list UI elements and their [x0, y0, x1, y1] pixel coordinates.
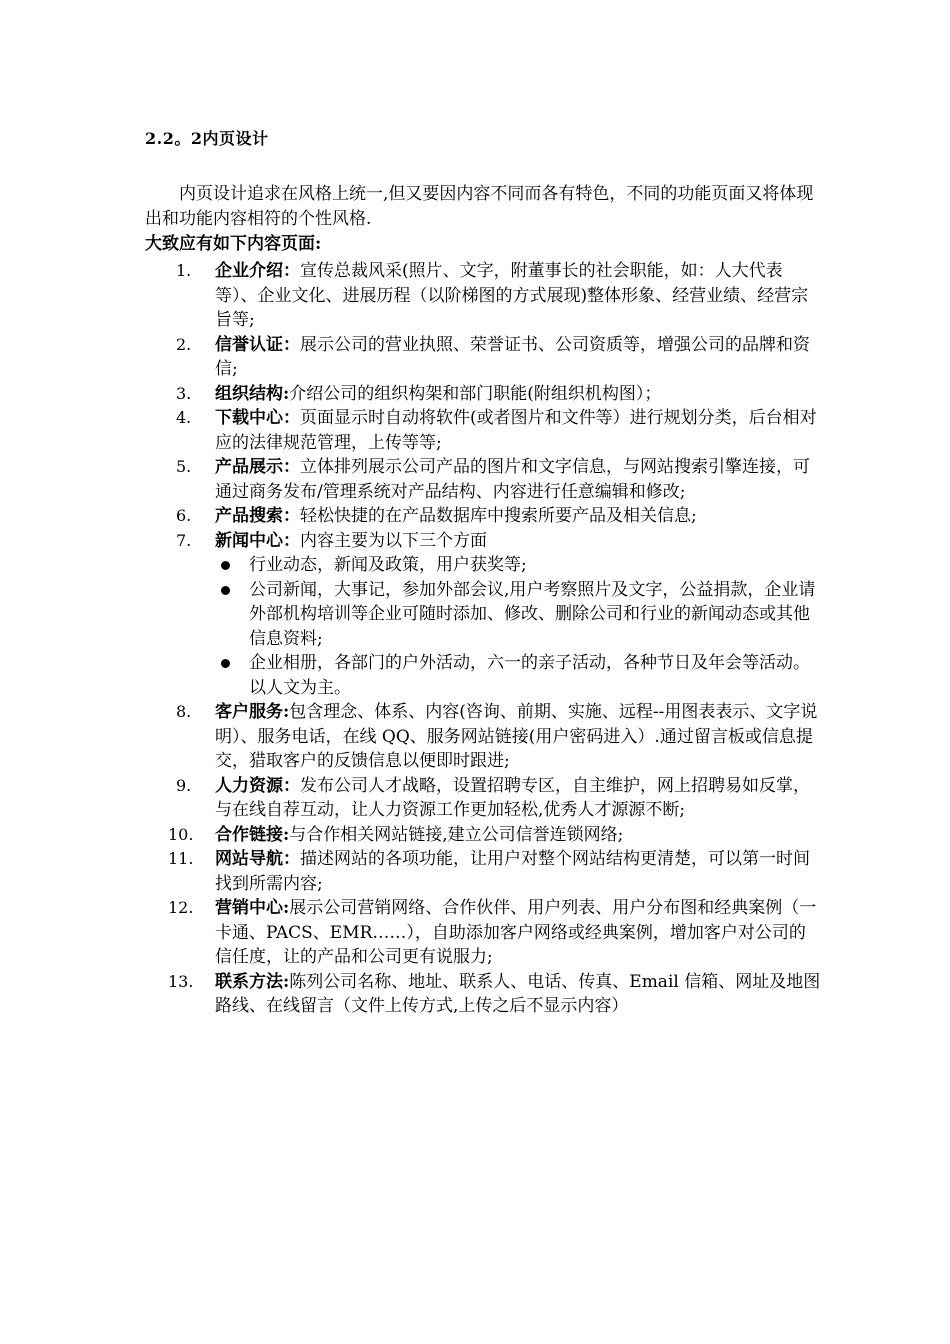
list-item-title: 产品搜索	[215, 506, 283, 526]
list-item-separator: ：	[283, 506, 300, 526]
list-item-number: 12.	[168, 898, 194, 917]
content-pages-subheading: 大致应有如下内容页面:	[145, 234, 322, 254]
list-item-title: 人力资源	[215, 775, 283, 796]
list-item-separator: ：	[283, 849, 300, 869]
list-item-separator: :	[283, 824, 290, 845]
bullet-dot-icon	[221, 561, 230, 570]
list-item-title: 营销中心	[215, 898, 283, 918]
list-item-number: 3.	[176, 383, 192, 403]
list-item-text: 页面显示时自动将软件(或者图片和文件等）进行规划分类，后台相对应的法律规范管理，上传等等;	[215, 408, 817, 453]
list-item-number: 2.	[176, 334, 192, 354]
news-sub-list	[215, 553, 821, 700]
list-item-title: 产品展示	[215, 457, 283, 477]
list-item	[0, 382, 821, 407]
list-item-text: 内容主要为以下三个方面	[300, 530, 487, 551]
list-item-number: 11.	[168, 849, 194, 868]
list-item-separator: ：	[283, 530, 300, 551]
list-item-text: 介绍公司的组织构架和部门职能(附组织机构图）；	[289, 383, 662, 404]
list-item-separator: :	[283, 702, 290, 722]
list-item-number: 6.	[176, 506, 192, 525]
list-item	[0, 504, 821, 529]
list-item-separator: ：	[283, 775, 300, 796]
content-page-list	[0, 259, 950, 1019]
list-item-title: 新闻中心	[215, 530, 283, 551]
list-item-title: 客户服务	[215, 702, 283, 722]
list-item	[0, 970, 821, 1019]
list-item-text: 轻松快捷的在产品数据库中搜索所要产品及相关信息;	[300, 506, 697, 526]
list-item-text: 展示公司营销网络、合作伙伴、用户列表、用户分布图和经典案例（一卡通、PACS、EMR……），自助添加客户网络或经典案例，增加客户对公司的信任度，让的产品和公司更有说服力;	[215, 898, 817, 967]
list-item	[0, 406, 821, 455]
bullet-text: 行业动态，新闻及政策，用户获奖等;	[249, 555, 527, 575]
bullet-item	[215, 578, 816, 652]
list-item-text: 描述网站的各项功能，让用户对整个网站结构更清楚，可以第一时间找到所需内容;	[215, 849, 810, 894]
list-item	[0, 847, 821, 896]
list-item	[0, 823, 821, 848]
list-item-text: 发布公司人才战略，设置招聘专区，自主维护，网上招聘易如反掌，与在线自荐互动，让人力资源工作更加轻松,优秀人才源源不断;	[215, 775, 810, 820]
list-item-title: 企业介绍	[215, 261, 283, 281]
bullet-text: 公司新闻，大事记，参加外部会议,用户考察照片及文字，公益捐款，企业请外部机构培训等企业可随时添加、修改、删除公司和行业的新闻动态或其他信息资料;	[249, 579, 816, 649]
bullet-item	[215, 553, 816, 578]
list-item-title: 联系方法	[215, 971, 283, 992]
list-item-separator: ：	[283, 261, 300, 281]
list-item	[0, 529, 821, 701]
list-item-number: 7.	[176, 530, 192, 550]
intro-paragraph: 内页设计追求在风格上统一,但又要因内容不同而各有特色，不同的功能页面又将体现出和功能内容相符的个性风格.	[145, 184, 814, 229]
list-item-title: 信誉认证	[215, 334, 283, 355]
bullet-text: 企业相册，各部门的户外活动，六一的亲子活动，各种节日及年会等活动。以人文为主。	[249, 653, 810, 698]
list-item-title: 下载中心	[215, 408, 283, 428]
list-item	[0, 700, 821, 774]
list-item-separator: :	[283, 383, 290, 404]
list-item	[0, 455, 821, 504]
list-item-separator: :	[283, 898, 290, 918]
list-item-title: 组织结构	[215, 383, 283, 404]
list-item-text: 展示公司的营业执照、荣誉证书、公司资质等，增强公司的品牌和资信;	[215, 334, 810, 379]
list-item-text: 陈列公司名称、地址、联系人、电话、传真、Email 信箱、网址及地图路线、在线留言（文件上传方式,上传之后不显示内容）	[215, 971, 821, 1016]
list-item-number: 10.	[168, 824, 194, 844]
list-item-text: 立体排列展示公司产品的图片和文字信息，与网站搜索引擎连接，可通过商务发布/管理系统对产品结构、内容进行任意编辑和修改;	[215, 457, 810, 502]
list-item-number: 4.	[176, 408, 192, 427]
list-item-number: 8.	[176, 702, 192, 721]
list-item	[0, 774, 821, 823]
bullet-dot-icon	[221, 586, 230, 595]
list-item-text: 与合作相关网站链接,建立公司信誉连锁网络;	[289, 824, 624, 845]
list-item-number: 1.	[176, 261, 192, 280]
list-item-title: 合作链接	[215, 824, 283, 845]
list-item-number: 5.	[176, 457, 192, 476]
list-item-text: 包含理念、体系、内容(咨询、前期、实施、远程--用图表表示、文字说明）、服务电话，在线 QQ、服务网站链接(用户密码进入）.通过留言板或信息提交，猎取客户的反馈信息以便即时跟进;	[215, 702, 818, 771]
list-item-separator: ：	[283, 457, 300, 477]
list-item	[0, 333, 821, 382]
list-item-number: 13.	[168, 971, 194, 991]
list-item-number: 9.	[176, 775, 192, 795]
list-item-title: 网站导航	[215, 849, 283, 869]
bullet-dot-icon	[221, 659, 230, 668]
bullet-item	[215, 651, 816, 700]
list-item	[0, 259, 821, 333]
list-item-text: 宣传总裁风采(照片、文字，附董事长的社会职能，如：人大代表等）、企业文化、进展历程（以阶梯图的方式展现)整体形象、经营业绩、经营宗旨等;	[215, 261, 809, 330]
list-item-separator: :	[283, 971, 290, 992]
list-item	[0, 896, 821, 970]
list-item-separator: ：	[283, 334, 300, 355]
list-item-separator: ：	[283, 408, 300, 428]
section-heading: 2.2。2内页设计	[145, 129, 269, 148]
